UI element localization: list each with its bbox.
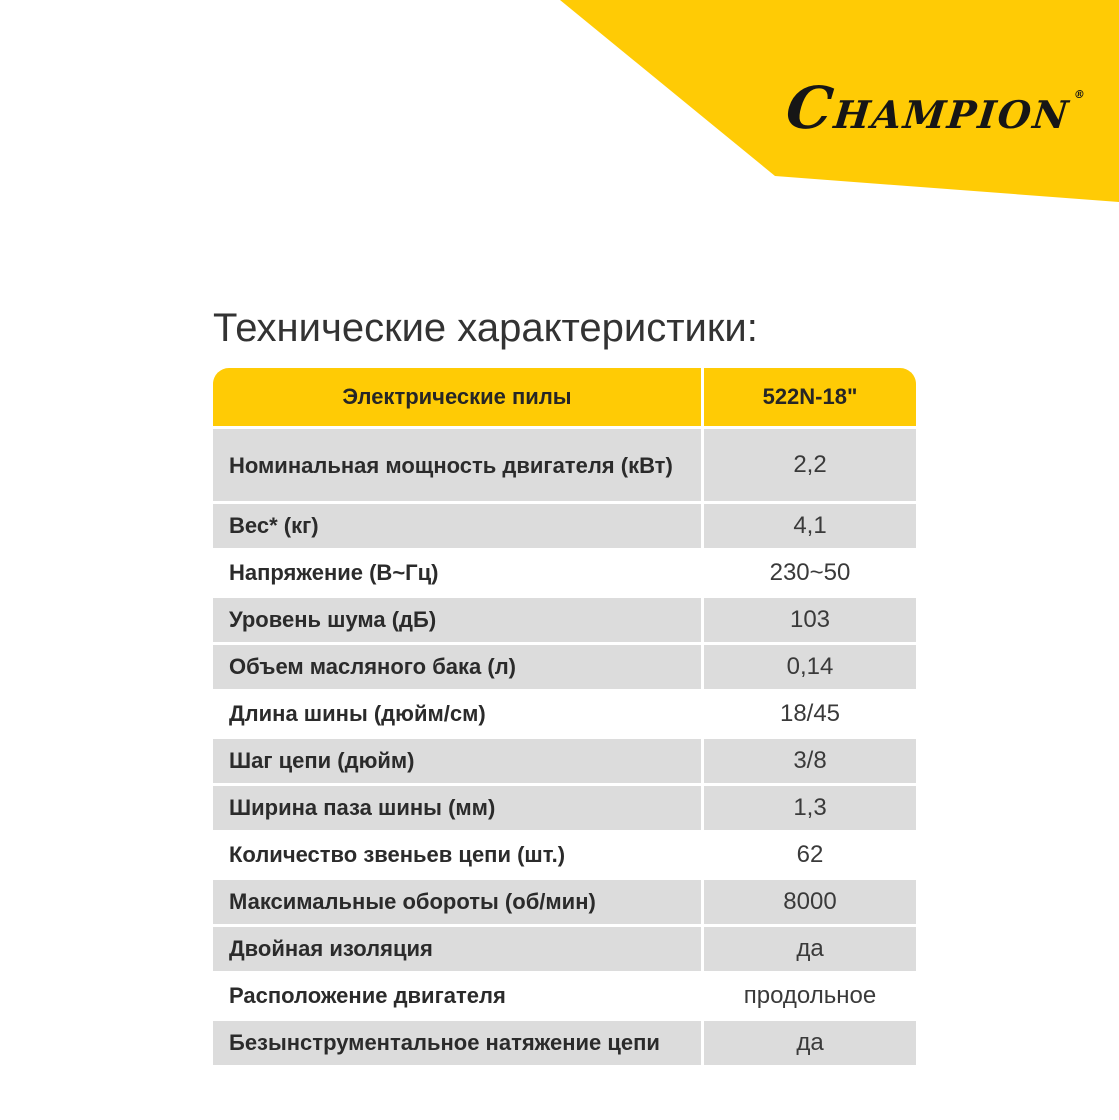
table-row: [213, 739, 916, 783]
row-label: Напряжение (В~Гц): [213, 551, 701, 595]
champion-logo: CHAMPION®: [783, 74, 1088, 142]
row-value: 2,2: [704, 429, 916, 501]
row-value: да: [704, 927, 916, 971]
table-row: [213, 974, 916, 1018]
table-row: [213, 786, 916, 830]
row-label: Объем масляного бака (л): [213, 645, 701, 689]
table-row: [213, 833, 916, 877]
page-title: Технические характеристики:: [213, 306, 758, 350]
header-label: Электрические пилы: [213, 368, 701, 426]
row-label: Ширина паза шины (мм): [213, 786, 701, 830]
table-row: [213, 880, 916, 924]
row-value: 4,1: [704, 504, 916, 548]
row-value: 62: [704, 833, 916, 877]
row-value: да: [704, 1021, 916, 1065]
row-value: 0,14: [704, 645, 916, 689]
row-value: продольное: [704, 974, 916, 1018]
row-label: Номинальная мощность двигателя (кВт): [213, 429, 701, 501]
table-row: [213, 692, 916, 736]
row-label: Расположение двигателя: [213, 974, 701, 1018]
specs-table: [213, 368, 916, 1068]
table-row: [213, 927, 916, 971]
table-row: [213, 429, 916, 501]
row-value: 3/8: [704, 739, 916, 783]
table-row: [213, 504, 916, 548]
row-value: 230~50: [704, 551, 916, 595]
row-label: Вес* (кг): [213, 504, 701, 548]
row-label: Двойная изоляция: [213, 927, 701, 971]
table-header: [213, 368, 916, 426]
row-value: 103: [704, 598, 916, 642]
table-row: [213, 598, 916, 642]
row-label: Количество звеньев цепи (шт.): [213, 833, 701, 877]
row-label: Длина шины (дюйм/см): [213, 692, 701, 736]
row-value: 18/45: [704, 692, 916, 736]
row-label: Уровень шума (дБ): [213, 598, 701, 642]
row-label: Максимальные обороты (об/мин): [213, 880, 701, 924]
table-row: [213, 645, 916, 689]
table-row: [213, 551, 916, 595]
row-value: 1,3: [704, 786, 916, 830]
table-row: [213, 1021, 916, 1065]
header-model: 522N-18": [704, 368, 916, 426]
row-label: Безынструментальное натяжение цепи: [213, 1021, 701, 1065]
row-value: 8000: [704, 880, 916, 924]
row-label: Шаг цепи (дюйм): [213, 739, 701, 783]
